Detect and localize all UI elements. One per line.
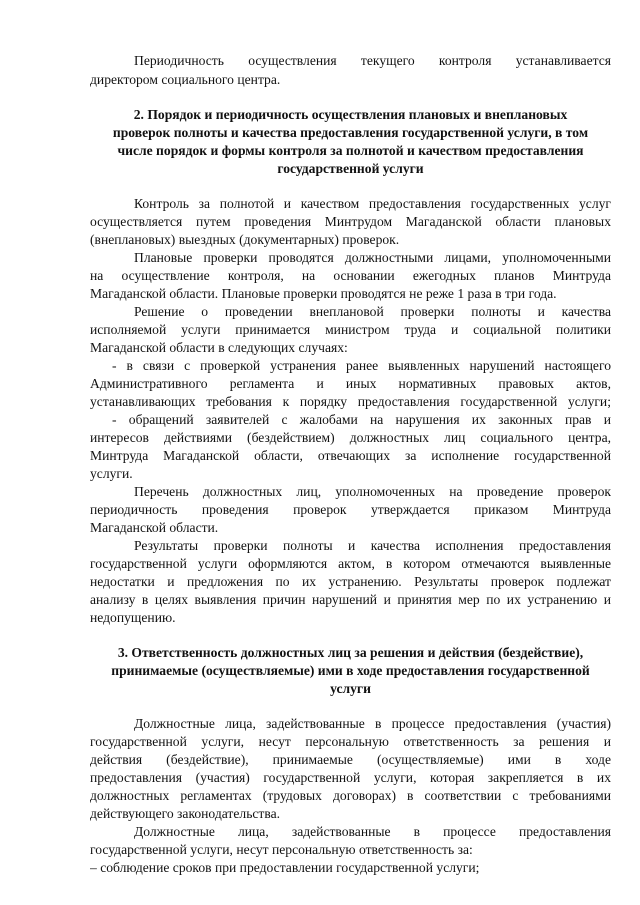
text-line: анализу в целях выявления причин нарушений и принятия мер по их устранению и (90, 592, 611, 607)
text-line: предоставления (участия) государственной услуги, которая закрепляется в их (90, 770, 611, 785)
text-line: услуги. (90, 466, 133, 481)
text-line: Магаданской области в следующих случаях: (90, 340, 348, 355)
text-line: устанавливающих требования к порядку предоставления государственной услуги; (90, 394, 611, 409)
text-line: - обращений заявителей с жалобами на нарушения их законных прав и (112, 412, 611, 427)
text-line: Минтруда Магаданской области, отвечающих за исполнение государственной (90, 448, 611, 463)
text-line: Перечень должностных лиц, уполномоченных на проведение проверок (134, 484, 611, 499)
text-line: государственной услуги, несут персональную ответственность за решения и (90, 734, 611, 749)
text-line: недостатки и предложения по их устранению. Результаты проверок подлежат (90, 574, 611, 589)
text-line: государственной услуги оформляются актом, в котором отмечаются выявленные (90, 556, 611, 571)
text-line: осуществляется путем проведения Минтрудом Магаданской области плановых (90, 214, 611, 229)
text-line: Плановые проверки проводятся должностными лицами, уполномоченными (134, 250, 611, 265)
text-line: Магаданской области. (90, 520, 219, 535)
section-heading-line: принимаемые (осуществляемые) ими в ходе предоставления государственной (111, 663, 590, 678)
section-heading-line: числе порядок и формы контроля за полнотой и качеством предоставления (117, 143, 584, 158)
text-line: – соблюдение сроков при предоставлении государственной услуги; (90, 860, 480, 875)
text-line: (внеплановых) выездных (документарных) проверок. (90, 232, 400, 247)
text-line: действия (бездействие), принимаемые (осуществляемые) ими в ходе (90, 752, 611, 767)
section-heading-line: 2. Порядок и периодичность осуществления плановых и внеплановых (133, 107, 568, 122)
section-heading-line: услуги (330, 681, 371, 696)
text-line: - в связи с проверкой устранения ранее выявленных нарушений настоящего (112, 358, 611, 373)
text-line: Должностные лица, задействованные в процессе предоставления (участия) (134, 716, 611, 731)
text-line: Решение о проведении внеплановой проверки полноты и качества (134, 304, 611, 319)
text-line: Периодичность осуществления текущего контроля устанавливается (134, 53, 611, 68)
text-line: должностных регламентах (трудовых договорах) в соответствии с требованиями (90, 788, 611, 803)
text-line: Результаты проверки полноты и качества исполнения предоставления (134, 538, 611, 553)
text-line: действующего законодательства. (90, 806, 281, 821)
text-line: Административного регламента и иных нормативных правовых актов, (90, 376, 611, 391)
text-line: Магаданской области. Плановые проверки проводятся не реже 1 раза в три года. (90, 286, 557, 301)
text-line: недопущению. (90, 610, 176, 625)
text-line: государственной услуги, несут персональную ответственность за: (90, 842, 473, 857)
text-line: директором социального центра. (90, 72, 281, 87)
text-line: Должностные лица, задействованные в процессе предоставления (134, 824, 611, 839)
section-heading-line: государственной услуги (277, 161, 424, 176)
text-line: периодичность проведения проверок утверждается приказом Минтруда (90, 502, 611, 517)
text-line: исполняемой услуги принимается министром труда и социальной политики (90, 322, 611, 337)
text-line: Контроль за полнотой и качеством предоставления государственных услуг (134, 196, 611, 211)
text-line: интересов действиями (бездействием) должностных лиц социального центра, (90, 430, 611, 445)
text-line: на осуществление контроля, на основании ежегодных планов Минтруда (90, 268, 611, 283)
section-heading-line: 3. Ответственность должностных лиц за решения и действия (бездействие), (117, 645, 584, 660)
section-heading-line: проверок полноты и качества предоставления государственной услуги, в том (112, 125, 589, 140)
